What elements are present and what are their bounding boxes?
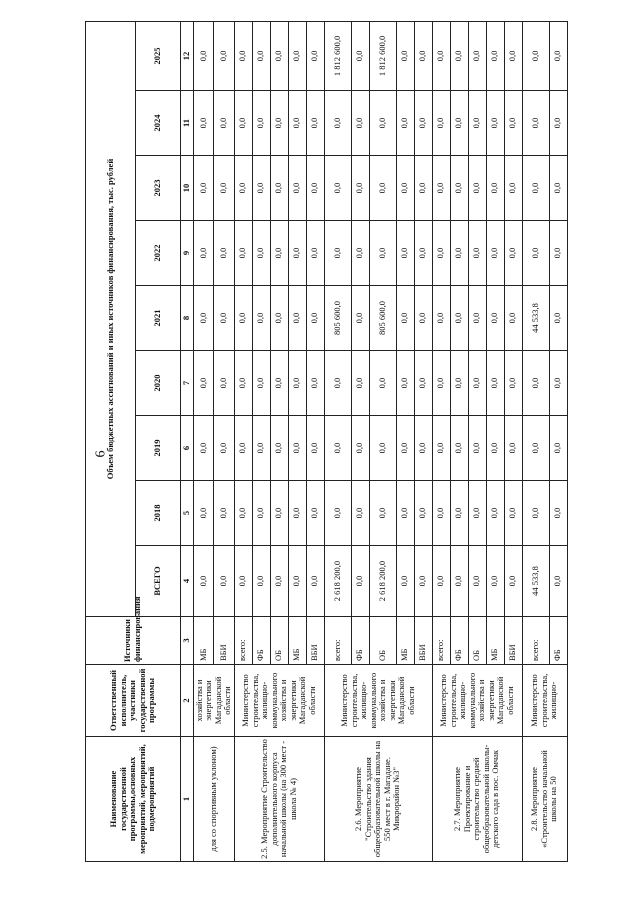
amount-cell: 0,0 [432, 21, 450, 90]
column-index: 10 [181, 156, 194, 221]
amount-cell: 0,0 [414, 21, 432, 90]
amount-cell: 2 618 200,0 [369, 546, 396, 617]
funding-source: ФБ [252, 617, 270, 665]
amount-cell: 0,0 [450, 416, 468, 481]
amount-cell: 0,0 [549, 21, 567, 90]
amount-cell: 0,0 [432, 91, 450, 156]
amount-cell: 0,0 [252, 221, 270, 286]
amount-cell: 0,0 [234, 416, 252, 481]
amount-cell: 0,0 [486, 546, 504, 617]
amount-cell: 0,0 [306, 351, 324, 416]
amount-cell: 0,0 [504, 546, 522, 617]
funding-source: всего: [234, 617, 252, 665]
header-year: 2021 [136, 286, 181, 351]
amount-cell: 0,0 [252, 21, 270, 90]
amount-cell: 0,0 [504, 416, 522, 481]
header-name: Наименование государственной программы,основных мероприятий, мероприятий, подмероприятий [86, 737, 181, 862]
amount-cell: 0,0 [252, 481, 270, 546]
amount-cell: 0,0 [214, 481, 235, 546]
amount-cell: 0,0 [549, 221, 567, 286]
funding-source: ФБ [450, 617, 468, 665]
table-row [193, 21, 214, 861]
amount-cell: 0,0 [193, 351, 214, 416]
funding-source: ОБ [270, 617, 288, 665]
amount-cell: 44 533,8 [522, 546, 549, 617]
amount-cell: 0,0 [324, 351, 351, 416]
amount-cell: 0,0 [270, 156, 288, 221]
amount-cell: 0,0 [306, 546, 324, 617]
amount-cell: 0,0 [306, 21, 324, 90]
responsible-executor: Министерство строительства, жилищно- [522, 665, 567, 737]
header-year: 2022 [136, 221, 181, 286]
amount-cell: 0,0 [193, 286, 214, 351]
header-year: 2023 [136, 156, 181, 221]
amount-cell: 0,0 [450, 286, 468, 351]
amount-cell: 0,0 [288, 156, 306, 221]
amount-cell: 0,0 [549, 546, 567, 617]
amount-cell: 0,0 [522, 156, 549, 221]
amount-cell: 0,0 [486, 286, 504, 351]
amount-cell: 0,0 [432, 156, 450, 221]
amount-cell: 0,0 [396, 351, 414, 416]
amount-cell: 0,0 [504, 481, 522, 546]
amount-cell: 0,0 [486, 21, 504, 90]
amount-cell: 0,0 [522, 351, 549, 416]
amount-cell: 0,0 [324, 416, 351, 481]
amount-cell: 0,0 [432, 416, 450, 481]
amount-cell: 0,0 [549, 416, 567, 481]
amount-cell: 0,0 [351, 21, 369, 90]
amount-cell: 0,0 [432, 221, 450, 286]
amount-cell: 0,0 [270, 21, 288, 90]
header-volume: Объем бюджетных ассигнований и иных источников финансирования, тыс. рублей [86, 21, 136, 616]
amount-cell: 0,0 [396, 416, 414, 481]
column-index: 12 [181, 21, 194, 90]
amount-cell: 0,0 [396, 481, 414, 546]
amount-cell: 0,0 [369, 416, 396, 481]
responsible-executor: Министерство строительства, жилищно-коммунального хозяйства и энергетики Магаданской области [324, 665, 432, 737]
amount-cell: 0,0 [414, 481, 432, 546]
funding-source: МБ [396, 617, 414, 665]
column-index: 6 [181, 416, 194, 481]
amount-cell: 0,0 [522, 416, 549, 481]
amount-cell: 0,0 [369, 156, 396, 221]
amount-cell: 0,0 [414, 416, 432, 481]
amount-cell: 0,0 [270, 286, 288, 351]
amount-cell: 0,0 [432, 546, 450, 617]
column-index: 5 [181, 481, 194, 546]
amount-cell: 0,0 [396, 221, 414, 286]
amount-cell: 0,0 [324, 481, 351, 546]
amount-cell: 1 812 600,0 [369, 21, 396, 90]
amount-cell: 0,0 [306, 416, 324, 481]
amount-cell: 0,0 [351, 221, 369, 286]
header-year: 2025 [136, 21, 181, 90]
funding-source: ВБИ [306, 617, 324, 665]
activity-name: для со спортивным уклоном) [193, 737, 234, 862]
amount-cell: 0,0 [369, 481, 396, 546]
amount-cell: 0,0 [351, 286, 369, 351]
funding-source: всего: [324, 617, 351, 665]
column-index: 11 [181, 91, 194, 156]
amount-cell: 0,0 [468, 416, 486, 481]
amount-cell: 0,0 [270, 481, 288, 546]
amount-cell: 0,0 [468, 546, 486, 617]
amount-cell: 0,0 [450, 481, 468, 546]
amount-cell: 0,0 [504, 286, 522, 351]
amount-cell: 0,0 [369, 351, 396, 416]
amount-cell: 0,0 [193, 481, 214, 546]
amount-cell: 805 600,0 [324, 286, 351, 351]
amount-cell: 0,0 [270, 91, 288, 156]
funding-source: МБ [193, 617, 214, 665]
amount-cell: 0,0 [468, 221, 486, 286]
amount-cell: 0,0 [234, 156, 252, 221]
amount-cell: 0,0 [351, 481, 369, 546]
funding-source: всего: [522, 617, 549, 665]
amount-cell: 0,0 [450, 156, 468, 221]
amount-cell: 0,0 [351, 156, 369, 221]
amount-cell: 0,0 [450, 546, 468, 617]
amount-cell: 0,0 [414, 351, 432, 416]
column-index: 3 [181, 617, 194, 665]
amount-cell: 0,0 [396, 546, 414, 617]
amount-cell: 0,0 [324, 156, 351, 221]
amount-cell: 805 600,0 [369, 286, 396, 351]
amount-cell: 0,0 [432, 481, 450, 546]
amount-cell: 0,0 [414, 221, 432, 286]
amount-cell: 0,0 [522, 91, 549, 156]
amount-cell: 0,0 [369, 91, 396, 156]
amount-cell: 0,0 [450, 91, 468, 156]
column-index: 7 [181, 351, 194, 416]
header-total: ВСЕГО [136, 546, 181, 617]
amount-cell: 0,0 [324, 221, 351, 286]
amount-cell: 0,0 [468, 351, 486, 416]
header-source: Источники финансирования [86, 617, 181, 665]
amount-cell: 0,0 [193, 91, 214, 156]
funding-source: МБ [288, 617, 306, 665]
funding-source: ОБ [369, 617, 396, 665]
amount-cell: 0,0 [486, 416, 504, 481]
amount-cell: 0,0 [504, 221, 522, 286]
amount-cell: 0,0 [193, 416, 214, 481]
table-row [234, 21, 252, 861]
amount-cell: 0,0 [414, 546, 432, 617]
amount-cell: 0,0 [306, 221, 324, 286]
amount-cell: 0,0 [214, 221, 235, 286]
amount-cell: 0,0 [414, 286, 432, 351]
amount-cell: 0,0 [214, 416, 235, 481]
amount-cell: 0,0 [432, 286, 450, 351]
responsible-executor: хозяйства и энергетики Магаданской области [193, 665, 234, 737]
amount-cell: 0,0 [468, 481, 486, 546]
amount-cell: 0,0 [504, 351, 522, 416]
amount-cell: 0,0 [234, 546, 252, 617]
amount-cell: 0,0 [252, 286, 270, 351]
amount-cell: 1 812 600,0 [324, 21, 351, 90]
amount-cell: 0,0 [214, 286, 235, 351]
amount-cell: 0,0 [396, 91, 414, 156]
amount-cell: 0,0 [486, 351, 504, 416]
amount-cell: 0,0 [486, 156, 504, 221]
amount-cell: 0,0 [306, 286, 324, 351]
amount-cell: 0,0 [522, 481, 549, 546]
responsible-executor: Министерство строительства, жилищно-коммунального хозяйства и энергетики Магаданской области [234, 665, 324, 737]
amount-cell: 0,0 [252, 351, 270, 416]
amount-cell: 0,0 [252, 156, 270, 221]
column-index: 9 [181, 221, 194, 286]
table-row [324, 21, 351, 861]
amount-cell: 0,0 [414, 156, 432, 221]
amount-cell: 0,0 [214, 156, 235, 221]
funding-source: ВБИ [214, 617, 235, 665]
amount-cell: 0,0 [351, 416, 369, 481]
amount-cell: 0,0 [369, 221, 396, 286]
amount-cell: 0,0 [306, 156, 324, 221]
activity-name: 2.8. Мероприятие «Строительство начальной школы на 50 [522, 737, 567, 862]
amount-cell: 0,0 [234, 351, 252, 416]
header-row [86, 21, 136, 861]
funding-source: ВБИ [414, 617, 432, 665]
amount-cell: 0,0 [468, 91, 486, 156]
amount-cell: 0,0 [252, 546, 270, 617]
header-responsible: Ответственный исполнитель, участники государственной программы [86, 665, 181, 737]
responsible-executor: Министерство строительства, жилищно-коммунального хозяйства и энергетики Магаданской области [432, 665, 522, 737]
amount-cell: 0,0 [270, 221, 288, 286]
header-year: 2018 [136, 481, 181, 546]
amount-cell: 0,0 [214, 546, 235, 617]
amount-cell: 0,0 [234, 286, 252, 351]
amount-cell: 0,0 [396, 286, 414, 351]
amount-cell: 0,0 [288, 546, 306, 617]
amount-cell: 0,0 [396, 21, 414, 90]
amount-cell: 0,0 [288, 286, 306, 351]
amount-cell: 0,0 [549, 91, 567, 156]
rotated-table-wrapper [85, 22, 615, 862]
funding-source: МБ [486, 617, 504, 665]
funding-source: ВБИ [504, 617, 522, 665]
column-index: 4 [181, 546, 194, 617]
amount-cell: 0,0 [193, 221, 214, 286]
amount-cell: 0,0 [450, 351, 468, 416]
amount-cell: 0,0 [522, 21, 549, 90]
amount-cell: 0,0 [468, 21, 486, 90]
amount-cell: 0,0 [468, 156, 486, 221]
amount-cell: 0,0 [306, 481, 324, 546]
amount-cell: 0,0 [486, 91, 504, 156]
amount-cell: 0,0 [214, 351, 235, 416]
amount-cell: 44 533,8 [522, 286, 549, 351]
amount-cell: 0,0 [270, 546, 288, 617]
amount-cell: 0,0 [193, 546, 214, 617]
column-index: 8 [181, 286, 194, 351]
table-row [522, 21, 549, 861]
amount-cell: 0,0 [468, 286, 486, 351]
column-index: 2 [181, 665, 194, 737]
amount-cell: 0,0 [486, 481, 504, 546]
amount-cell: 0,0 [432, 351, 450, 416]
amount-cell: 0,0 [234, 21, 252, 90]
amount-cell: 0,0 [234, 481, 252, 546]
amount-cell: 0,0 [288, 416, 306, 481]
amount-cell: 0,0 [351, 91, 369, 156]
amount-cell: 0,0 [549, 286, 567, 351]
amount-cell: 0,0 [504, 156, 522, 221]
amount-cell: 0,0 [504, 91, 522, 156]
amount-cell: 0,0 [288, 91, 306, 156]
amount-cell: 0,0 [549, 481, 567, 546]
amount-cell: 0,0 [450, 21, 468, 90]
amount-cell: 0,0 [234, 221, 252, 286]
amount-cell: 0,0 [270, 416, 288, 481]
amount-cell: 0,0 [214, 21, 235, 90]
amount-cell: 0,0 [351, 546, 369, 617]
amount-cell: 0,0 [193, 156, 214, 221]
amount-cell: 0,0 [270, 351, 288, 416]
funding-source: ФБ [351, 617, 369, 665]
column-index-row [181, 21, 194, 861]
amount-cell: 0,0 [288, 21, 306, 90]
activity-name: 2.6. Мероприятие "Строительство здания общеобразовательной школы на 550 мест в г. Магадане. Микрорайон №3" [324, 737, 432, 862]
amount-cell: 0,0 [549, 351, 567, 416]
financing-table [85, 21, 568, 862]
amount-cell: 0,0 [450, 221, 468, 286]
amount-cell: 0,0 [324, 91, 351, 156]
amount-cell: 0,0 [288, 351, 306, 416]
amount-cell: 0,0 [288, 221, 306, 286]
amount-cell: 0,0 [414, 91, 432, 156]
header-year: 2019 [136, 416, 181, 481]
amount-cell: 0,0 [522, 221, 549, 286]
activity-name: 2.7. Мероприятие Проектирование и строительство средней общеобразовательной школы-детского сада в пос. Омчак [432, 737, 522, 862]
amount-cell: 0,0 [234, 91, 252, 156]
funding-source: ОБ [468, 617, 486, 665]
amount-cell: 0,0 [252, 416, 270, 481]
table-row [432, 21, 450, 861]
amount-cell: 0,0 [252, 91, 270, 156]
funding-source: всего: [432, 617, 450, 665]
amount-cell: 0,0 [396, 156, 414, 221]
amount-cell: 2 618 200,0 [324, 546, 351, 617]
amount-cell: 0,0 [486, 221, 504, 286]
activity-name: 2.5. Мероприятие Строительство дополнительного корпуса начальной школы (на 300 мест - школа № 4) [234, 737, 324, 862]
amount-cell: 0,0 [549, 156, 567, 221]
funding-source: ФБ [549, 617, 567, 665]
column-index: 1 [181, 737, 194, 862]
amount-cell: 0,0 [351, 351, 369, 416]
amount-cell: 0,0 [214, 91, 235, 156]
header-year: 2020 [136, 351, 181, 416]
amount-cell: 0,0 [306, 91, 324, 156]
amount-cell: 0,0 [288, 481, 306, 546]
amount-cell: 0,0 [504, 21, 522, 90]
header-year: 2024 [136, 91, 181, 156]
amount-cell: 0,0 [193, 21, 214, 90]
page-number: 6 [93, 450, 109, 458]
